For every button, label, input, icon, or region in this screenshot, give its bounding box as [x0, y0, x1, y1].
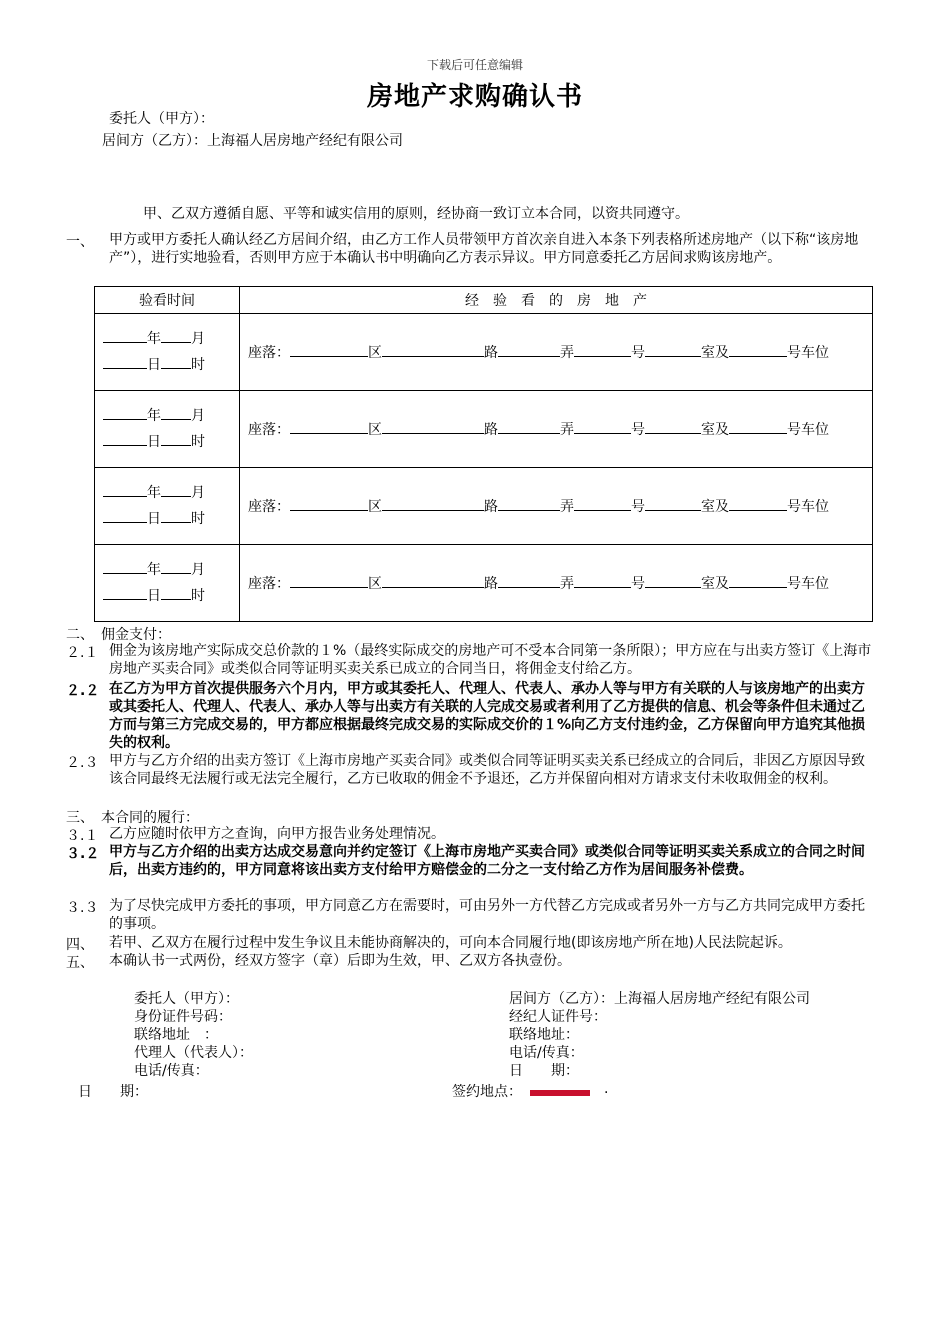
sec3-2-text: 甲方与乙方介绍的出卖方达成交易意向并约定签订《上海市房地产买卖合同》或类似合同等证明买卖关系成立的合同之时间后，出卖方违约的，甲方同意将该出卖方支付给甲方赔偿金的二分之一支付给乙方作为居间服务补偿费。	[109, 844, 865, 878]
sec1-text: 甲方或甲方委托人确认经乙方居间介绍，由乙方工作人员带领甲方首次亲自进入本条下列表格所述房地产（以下称“该房地产”），进行实地验看，否则甲方应于本确认书中明确向乙方表示异议。甲方同意委托乙方居间求购该房地产。	[109, 232, 859, 266]
lane-blank[interactable]	[498, 573, 560, 588]
day-blank[interactable]	[103, 354, 147, 369]
number-blank[interactable]	[574, 419, 631, 434]
number-blank[interactable]	[574, 496, 631, 511]
road-blank[interactable]	[382, 573, 484, 588]
hour-blank[interactable]	[161, 431, 191, 446]
year-blank[interactable]	[103, 328, 147, 343]
seal-redaction-bar	[530, 1090, 590, 1096]
sign-address: 联络地址 ：	[134, 1027, 218, 1043]
sign-b-address: 联络地址：	[509, 1027, 579, 1043]
year-blank[interactable]	[103, 559, 147, 574]
date-cell: 年 月 日 时	[95, 391, 240, 468]
intro-text: 甲、乙双方遵循自愿、平等和诚实信用的原则，经协商一致订立本合同，以资共同遵守。	[143, 206, 689, 222]
day-blank[interactable]	[103, 431, 147, 446]
viewing-table	[94, 286, 873, 622]
location-cell: 座落： 区 路 弄 号 室及 号车位	[240, 468, 873, 545]
sign-party-a: 委托人（甲方）：	[134, 991, 239, 1007]
sec2-1-text: 佣金为该房地产实际成交总价款的１%（最终实际成交的房地产可不受本合同第一条所限）；甲方应在与出卖方签订《上海市房地产买卖合同》或类似合同等证明买卖关系已成立的合同当日，将佣金支付给乙方。	[109, 643, 872, 677]
table-row	[95, 391, 873, 468]
sign-party-b: 居间方（乙方）：上海福人居房地产经纪有限公司	[509, 991, 810, 1007]
location-cell: 座落： 区 路 弄 号 室及 号车位	[240, 545, 873, 622]
sec2-1-num: ２.１	[66, 645, 99, 661]
sec1-num: 一、	[66, 234, 94, 250]
day-blank[interactable]	[103, 508, 147, 523]
room-blank[interactable]	[645, 573, 701, 588]
parking-blank[interactable]	[729, 419, 787, 434]
sec4-num: 四、	[66, 937, 94, 953]
location-cell: 座落： 区 路 弄 号 室及 号车位	[240, 391, 873, 468]
sec3-3-text: 为了尽快完成甲方委托的事项，甲方同意乙方在需要时，可由另外一方代替乙方完成或者另外一方与乙方共同完成甲方委托的事项。	[109, 898, 865, 932]
sign-agent: 代理人（代表人）：	[134, 1045, 253, 1061]
sec3-2-num: ３.２	[66, 846, 100, 862]
district-blank[interactable]	[290, 419, 368, 434]
year-blank[interactable]	[103, 405, 147, 420]
sign-id-number: 身份证件号码：	[134, 1009, 232, 1025]
number-blank[interactable]	[574, 573, 631, 588]
month-blank[interactable]	[161, 482, 191, 497]
col-header-property: 经 验 看 的 房 地 产	[240, 287, 873, 314]
month-blank[interactable]	[161, 559, 191, 574]
date-cell: 年 月 日 时	[95, 468, 240, 545]
date-cell: 年 月 日 时	[95, 314, 240, 391]
lane-blank[interactable]	[498, 342, 560, 357]
parking-blank[interactable]	[729, 342, 787, 357]
district-blank[interactable]	[290, 496, 368, 511]
sec5-text: 本确认书一式两份，经双方签字（章）后即为生效，甲、乙双方各执壹份。	[109, 953, 571, 969]
sec2-2-num: ２.２	[66, 683, 100, 699]
road-blank[interactable]	[382, 419, 484, 434]
col-header-time: 验看时间	[95, 287, 240, 314]
sec2-3-text: 甲方与乙方介绍的出卖方签订《上海市房地产买卖合同》或类似合同等证明买卖关系已经成立的合同后，非因乙方原因导致该合同最终无法履行或无法完全履行，乙方已收取的佣金不予退还，乙方并保留向相对方请求支付未收取佣金的权利。	[109, 753, 865, 787]
sign-b-date: 日 期：	[509, 1063, 579, 1079]
lane-blank[interactable]	[498, 419, 560, 434]
sign-phone-fax: 电话/传真：	[134, 1063, 209, 1079]
road-blank[interactable]	[382, 342, 484, 357]
sec2-title: 二、 佣金支付：	[66, 627, 171, 643]
sec3-1-text: 乙方应随时依甲方之查询，向甲方报告业务处理情况。	[109, 826, 445, 842]
day-blank[interactable]	[103, 585, 147, 600]
parking-blank[interactable]	[729, 573, 787, 588]
table-row	[95, 545, 873, 622]
location-cell: 座落： 区 路 弄 号 室及 号车位	[240, 314, 873, 391]
number-blank[interactable]	[574, 342, 631, 357]
sign-b-phone-fax: 电话/传真：	[509, 1045, 584, 1061]
page-title: 房地产求购确认书	[366, 82, 583, 112]
party-b-label: 居间方（乙方）：上海福人居房地产经纪有限公司	[102, 133, 403, 149]
sec5-num: 五、	[66, 955, 94, 971]
date-cell: 年 月 日 时	[95, 545, 240, 622]
table-row	[95, 314, 873, 391]
sign-place-label: 签约地点：	[452, 1084, 522, 1100]
sec3-3-num: ３.３	[66, 900, 99, 916]
parking-blank[interactable]	[729, 496, 787, 511]
date-label: 日 期：	[78, 1084, 148, 1100]
district-blank[interactable]	[290, 573, 368, 588]
hour-blank[interactable]	[161, 585, 191, 600]
party-a-label: 委托人（甲方）：	[109, 111, 214, 127]
room-blank[interactable]	[645, 496, 701, 511]
table-row	[95, 468, 873, 545]
hour-blank[interactable]	[161, 354, 191, 369]
sec2-2-text: 在乙方为甲方首次提供服务六个月内，甲方或其委托人、代理人、代表人、承办人等与甲方有关联的人与该房地产的出卖方或其委托人、代理人、代表人、承办人等与出卖方有关联的人完成交易或者利用了乙方提供的信息、机会等条件但未通过乙方而与第三方完成交易的，甲方都应根据最终完成交易的实际成交价的１%向乙方支付违约金，乙方保留向甲方追究其他损失的权利。	[109, 681, 866, 751]
sign-broker-id: 经纪人证件号：	[509, 1009, 607, 1025]
sec4-text: 若甲、乙双方在履行过程中发生争议且未能协商解决的，可向本合同履行地(即该房地产所在地)人民法院起诉。	[109, 935, 792, 951]
header-note: 下载后可任意编辑	[426, 58, 523, 72]
sec3-title: 三、 本合同的履行：	[66, 810, 199, 826]
hour-blank[interactable]	[161, 508, 191, 523]
month-blank[interactable]	[161, 405, 191, 420]
month-blank[interactable]	[161, 328, 191, 343]
sign-place-end: .	[604, 1081, 609, 1097]
road-blank[interactable]	[382, 496, 484, 511]
sec3-1-num: ３.１	[66, 828, 99, 844]
room-blank[interactable]	[645, 419, 701, 434]
sec2-3-num: ２.３	[66, 755, 99, 771]
year-blank[interactable]	[103, 482, 147, 497]
room-blank[interactable]	[645, 342, 701, 357]
lane-blank[interactable]	[498, 496, 560, 511]
district-blank[interactable]	[290, 342, 368, 357]
